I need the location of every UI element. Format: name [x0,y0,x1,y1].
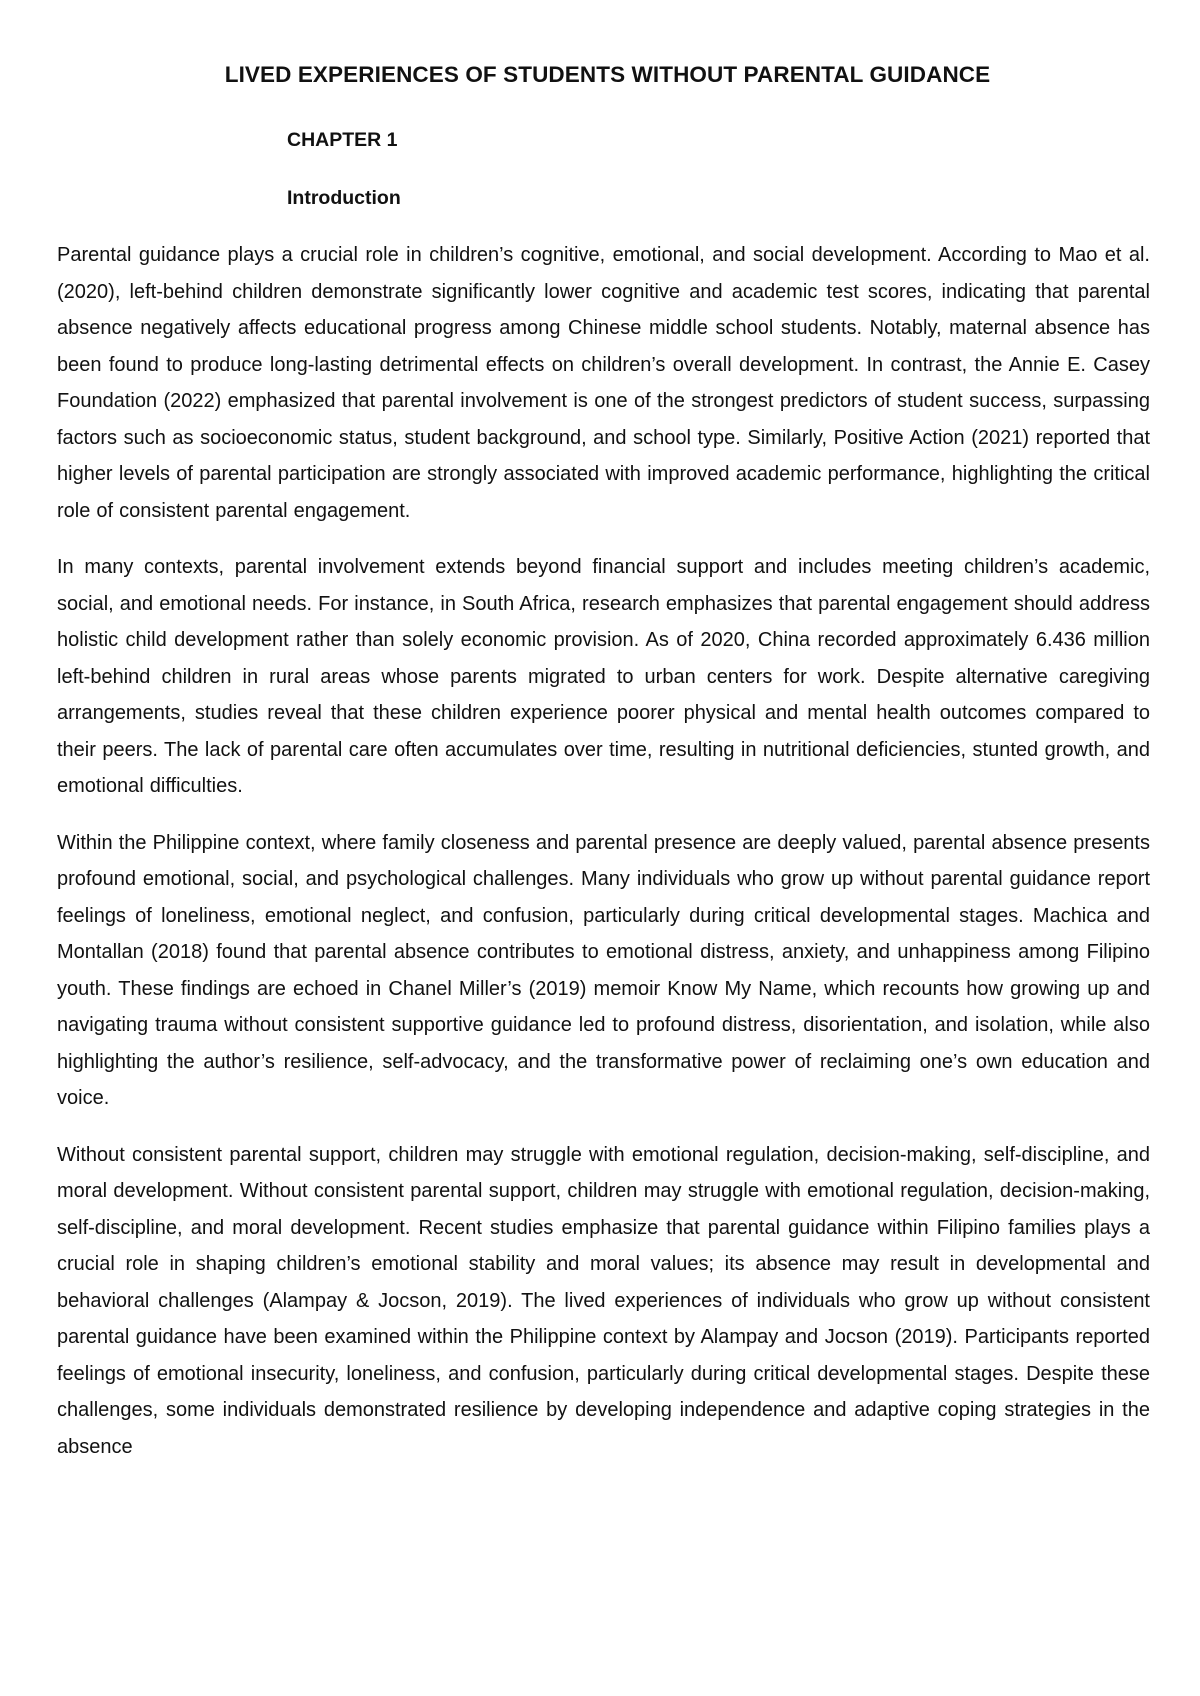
paragraph: Within the Philippine context, where family closeness and parental presence are deeply valued, parental absence presents profound emotional, social, and psychological challenges. Many individuals who grow up without parental guidance report feelings of loneliness, emotional neglect, and confusion, particularly during critical developmental stages. Machica and Montallan (2018) found that parental absence contributes to emotional distress, anxiety, and unhappiness among Filipino youth. These findings are echoed in Chanel Miller’s (2019) memoir Know My Name, which recounts how growing up and navigating trauma without consistent supportive guidance led to profound distress, disorientation, and isolation, while also highlighting the author’s resilience, self-advocacy, and the transformative power of reclaiming one’s own education and voice. [57,831,1150,1109]
document-title: LIVED EXPERIENCES OF STUDENTS WITHOUT PARENTAL GUIDANCE [224,62,991,87]
chapter-label: CHAPTER 1 [287,129,398,151]
paragraph: Without consistent parental support, children may struggle with emotional regulation, decision-making, self-discipline, and moral development. Without consistent parental support, children may struggle with emotional regulation, decision-making, self-discipline, and moral development. Recent studies emphasize that parental guidance within Filipino families plays a crucial role in shaping children’s emotional stability and moral values; its absence may result in developmental and behavioral challenges (Alampay & Jocson, 2019). The lived experiences of individuals who grow up without consistent parental guidance have been examined within the Philippine context by Alampay and Jocson (2019). Participants reported feelings of emotional insecurity, loneliness, and confusion, particularly during critical developmental stages. Despite these challenges, some individuals demonstrated resilience by developing independence and adaptive coping strategies in the absence [57,1143,1150,1458]
paragraph: In many contexts, parental involvement extends beyond financial support and includes meeting children’s academic, social, and emotional needs. For instance, in South Africa, research emphasizes that parental engagement should address holistic child development rather than solely economic provision. As of 2020, China recorded approximately 6.436 million left-behind children in rural areas whose parents migrated to urban centers for work. Despite alternative caregiving arrangements, studies reveal that these children experience poorer physical and mental health outcomes compared to their peers. The lack of parental care often accumulates over time, resulting in nutritional deficiencies, stunted growth, and emotional difficulties. [57,556,1150,797]
section-heading: Introduction [287,187,401,209]
body-text [57,237,1150,1465]
paragraph: Parental guidance plays a crucial role in children’s cognitive, emotional, and social development. According to Mao et al. (2020), left-behind children demonstrate significantly lower cognitive and academic test scores, indicating that parental absence negatively affects educational progress among Chinese middle school students. Notably, maternal absence has been found to produce long-lasting detrimental effects on children’s overall development. In contrast, the Annie E. Casey Foundation (2022) emphasized that parental involvement is one of the strongest predictors of student success, surpassing factors such as socioeconomic status, student background, and school type. Similarly, Positive Action (2021) reported that higher levels of parental participation are strongly associated with improved academic performance, highlighting the critical role of consistent parental engagement. [57,244,1150,522]
